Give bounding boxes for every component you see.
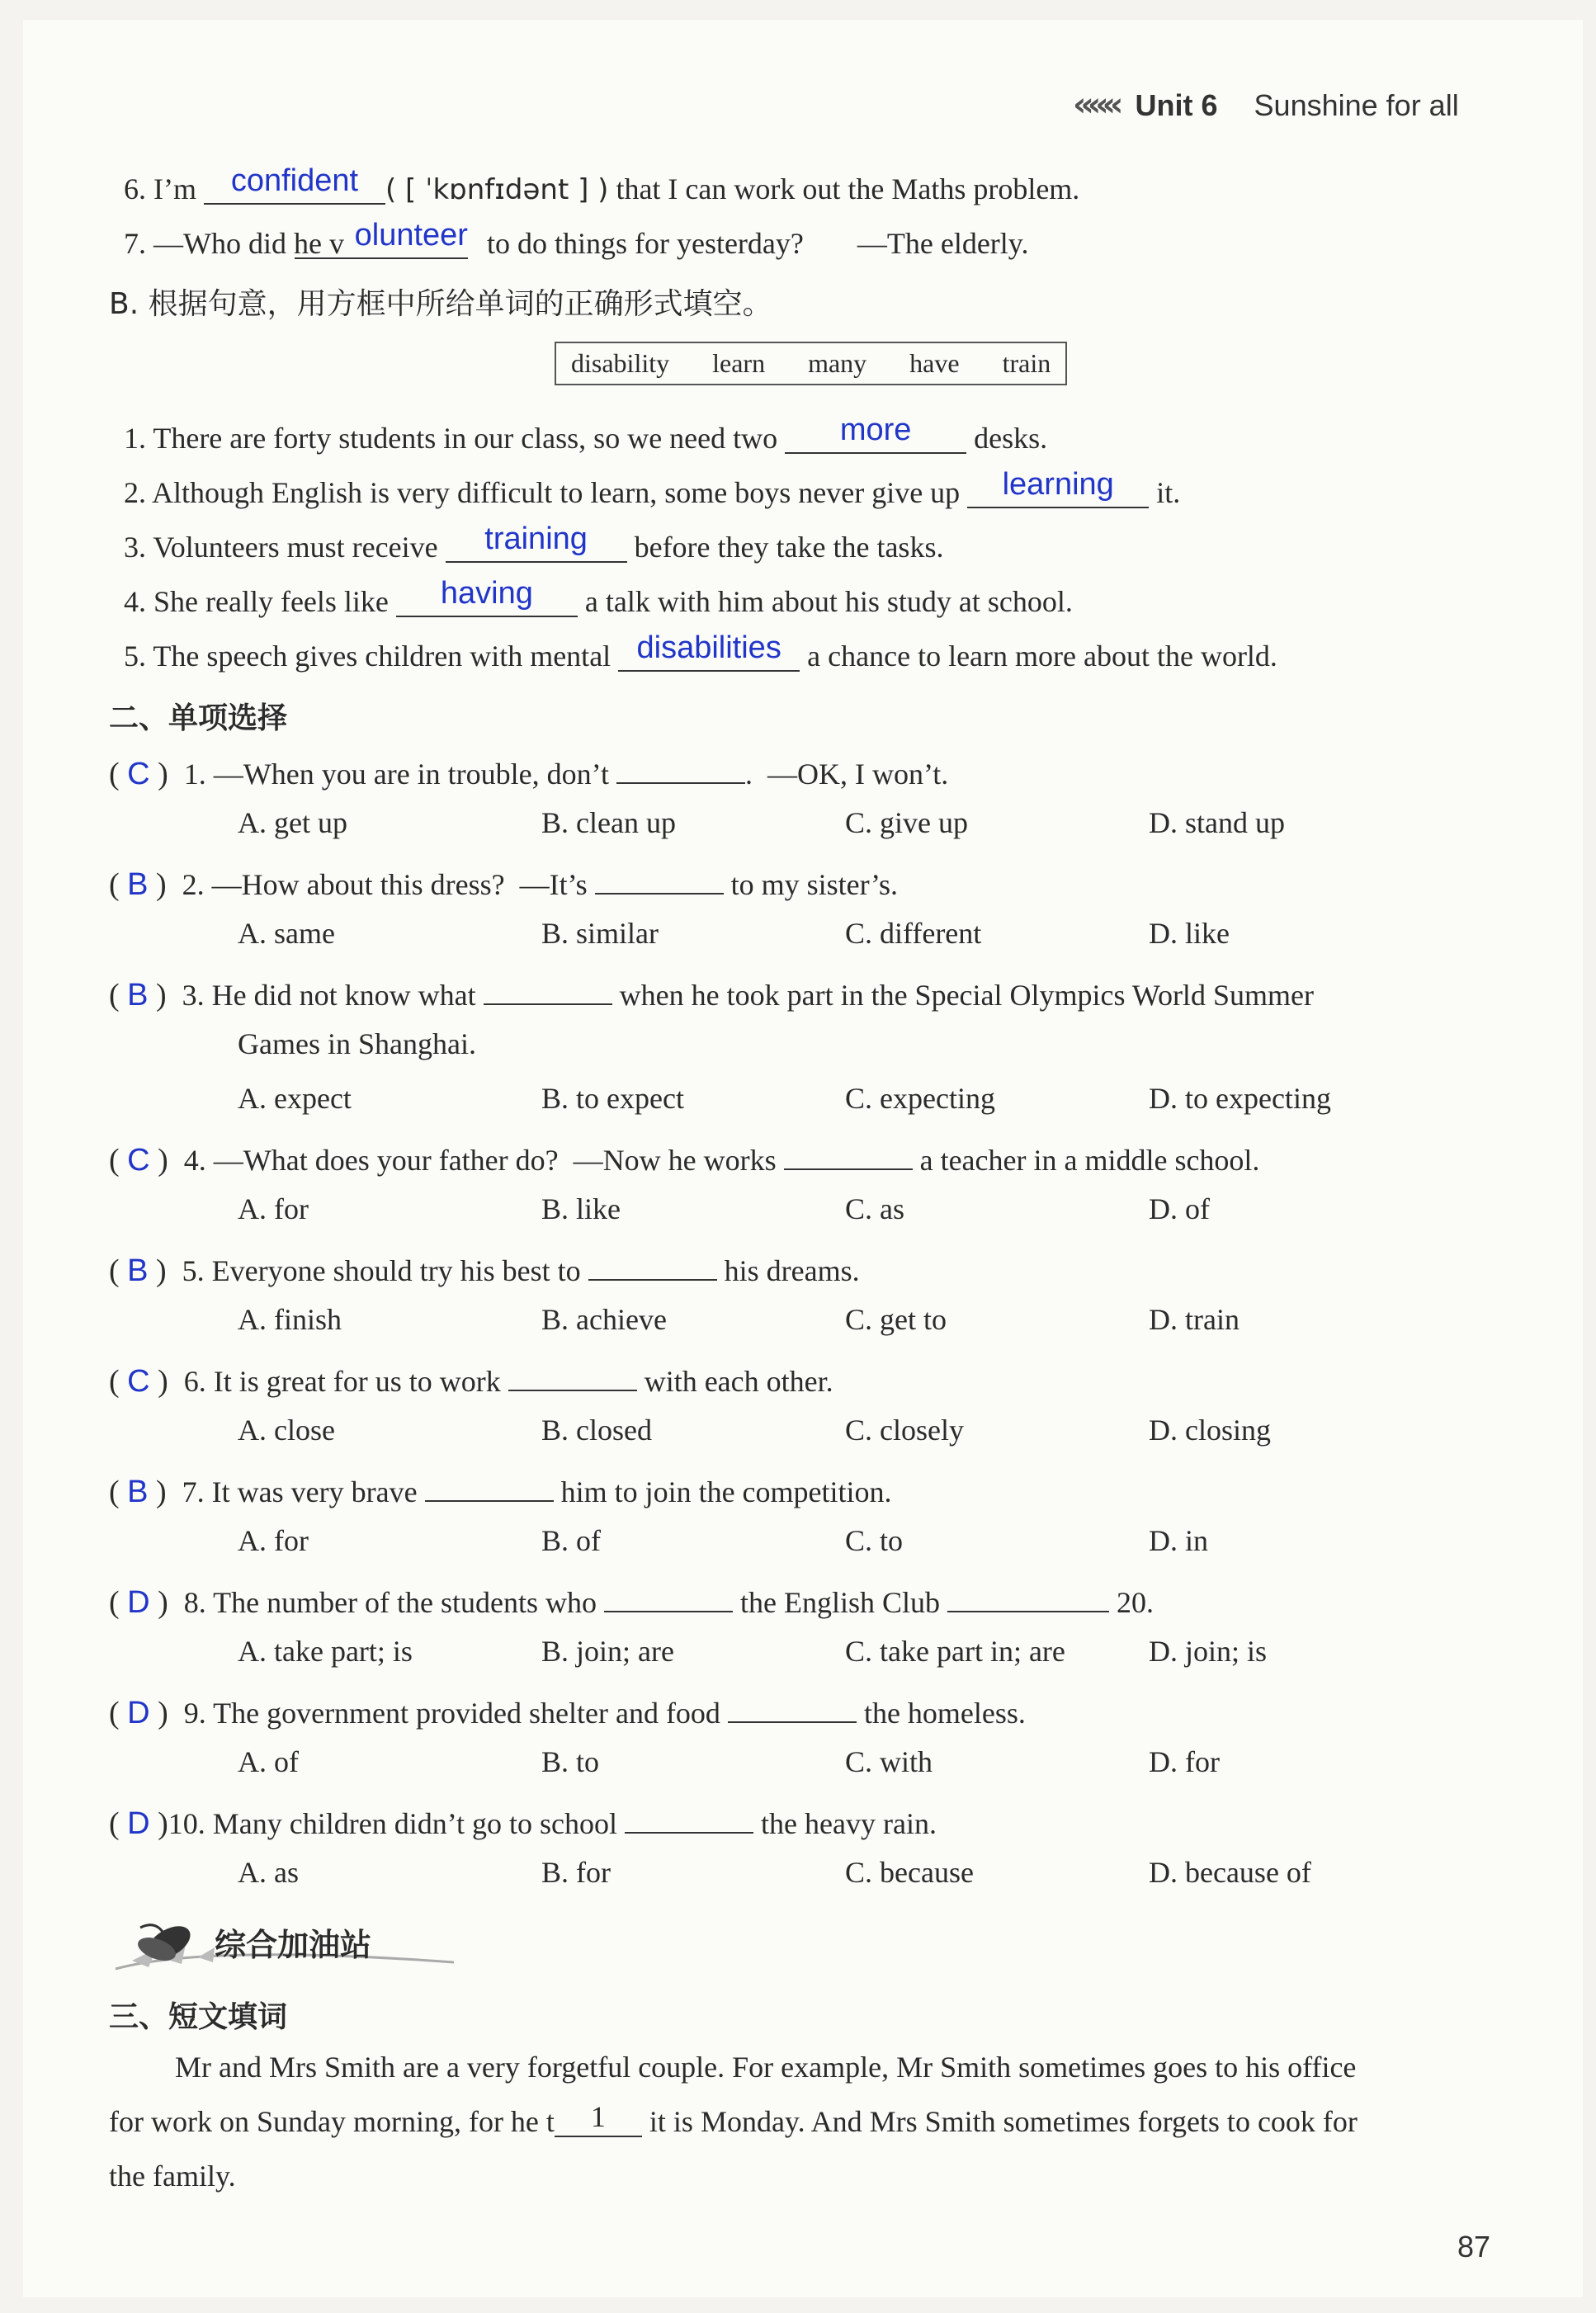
option-b: B. join; are (541, 1635, 674, 1668)
mc-answer: C (127, 757, 150, 791)
part-b-item-2: 2. Although English is very difficult to learn, some boys never give up learning it. (124, 467, 1181, 509)
section2-title: 二、单项选择 (109, 701, 288, 735)
option-a: A. same (238, 917, 335, 950)
option-a: A. close (238, 1414, 335, 1447)
mc-answer: C (127, 1143, 150, 1178)
option-b: B. similar (541, 917, 659, 950)
part-a-q7: 7. —Who did he v olunteer to do things for yesterday? —The elderly. (124, 218, 1029, 260)
mc-answer: B (127, 867, 149, 902)
unit-title: Sunshine for all (1254, 88, 1459, 122)
option-b: B. for (541, 1856, 611, 1889)
option-c: C. different (845, 917, 982, 950)
mc-answer: D (127, 1585, 150, 1620)
option-b: B. of (541, 1524, 601, 1557)
part-b-title: B. 根据句意，用方框中所给单词的正确形式填空。 (109, 287, 772, 321)
answer-blank (625, 1799, 753, 1834)
part-b-item-3: 3. Volunteers must receive training before they take the tasks. (124, 522, 944, 564)
option-c: C. expecting (845, 1082, 995, 1115)
answer-blank (784, 1135, 913, 1170)
mc-question-1: ( C ) 1. —When you are in trouble, don’t . —OK, I won’t. (109, 749, 948, 793)
option-a: A. expect (238, 1082, 352, 1115)
option-b: B. achieve (541, 1303, 667, 1336)
answer-blank (728, 1688, 857, 1723)
answer-text: more (839, 413, 912, 447)
option-c: C. closely (845, 1414, 964, 1447)
option-c: C. get to (845, 1303, 947, 1336)
option-d: D. of (1149, 1192, 1210, 1225)
part-b-item-1: 1. There are forty students in our class, so we need two more desks. (124, 413, 1048, 455)
part-a-q6: 6. I’m confident ( [ ˈkɒnfɪdənt ] ) that I can work out the Maths problem. (124, 163, 1080, 206)
answer-text: confident (230, 163, 359, 198)
answer-blank (588, 1246, 717, 1281)
option-a: A. as (238, 1856, 299, 1889)
section3-title: 三、短文填词 (109, 2000, 288, 2034)
answer-blank (204, 163, 385, 205)
option-d: D. train (1149, 1303, 1239, 1336)
mc-question-10: ( D )10. Many children didn’t go to school the heavy rain. (109, 1799, 937, 1843)
mc-answer: C (127, 1364, 150, 1399)
option-a: A. take part; is (238, 1635, 413, 1668)
mc-question-2: ( B ) 2. —How about this dress? —It’s to my sister’s. (109, 860, 898, 904)
mc-answer: D (127, 1806, 150, 1841)
page-number: 87 (1457, 2230, 1491, 2263)
mc-answer: D (127, 1696, 150, 1730)
answer-blank (295, 218, 468, 259)
mc-question-3: ( B ) 3. He did not know what when he took part in the Special Olympics World Summer (109, 970, 1314, 1014)
passage-line-3: the family. (109, 2160, 236, 2193)
mc-question-8: ( D ) 8. The number of the students who the English Club 20. (109, 1578, 1154, 1621)
option-d: D. to expecting (1149, 1082, 1331, 1115)
option-d: D. like (1149, 917, 1230, 950)
option-c: C. with (845, 1745, 933, 1778)
mc-question-3-continued: Games in Shanghai. (238, 1027, 476, 1060)
mc-question-9: ( D ) 9. The government provided shelter and food the homeless. (109, 1688, 1026, 1732)
option-c: C. to (845, 1524, 904, 1557)
chevrons-icon: ««« (1073, 86, 1117, 124)
answer-blank (947, 1578, 1109, 1612)
answer-text: learning (1002, 467, 1114, 502)
option-a: A. of (238, 1745, 299, 1778)
option-c: C. as (845, 1192, 904, 1225)
option-b: B. to expect (541, 1082, 684, 1115)
passage-blank: 1 (555, 2103, 642, 2137)
option-b: B. to (541, 1745, 600, 1778)
option-c: C. take part in; are (845, 1635, 1065, 1668)
option-a: A. get up (238, 806, 347, 839)
option-d: D. join; is (1149, 1635, 1268, 1668)
mc-question-4: ( C ) 4. —What does your father do? —Now he works a teacher in a middle school. (109, 1135, 1259, 1179)
mc-question-7: ( B ) 7. It was very brave him to join the competition. (109, 1467, 892, 1511)
banner-title: 综合加油站 (215, 1927, 372, 1963)
answer-blank (785, 413, 966, 454)
section-banner (107, 1911, 462, 1977)
option-a: A. finish (238, 1303, 342, 1336)
option-d: D. closing (1149, 1414, 1271, 1447)
part-b-item-4: 4. She really feels like having a talk with him about his study at school. (124, 576, 1073, 618)
word-box: disability learn many have train (555, 342, 1067, 385)
phonetic: ( [ ˈkɒnfɪdənt ] ) (385, 173, 609, 206)
answer-blank (595, 860, 724, 895)
option-a: A. for (238, 1524, 309, 1557)
mc-question-5: ( B ) 5. Everyone should try his best to his dreams. (109, 1246, 860, 1290)
passage-line-2: for work on Sunday morning, for he t 1 it is Monday. And Mrs Smith sometimes forgets to cook for (109, 2100, 1358, 2138)
part-b-item-5: 5. The speech gives children with mental disabilities a chance to learn more about the world. (124, 630, 1277, 673)
option-a: A. for (238, 1192, 309, 1225)
option-c: C. because (845, 1856, 974, 1889)
option-d: D. stand up (1149, 806, 1285, 839)
option-d: D. because of (1149, 1856, 1311, 1889)
option-c: C. give up (845, 806, 968, 839)
answer-text: olunteer (354, 218, 468, 253)
answer-blank (396, 576, 578, 617)
mc-answer: B (127, 1253, 149, 1288)
option-d: D. for (1149, 1745, 1220, 1778)
unit-label: Unit 6 (1135, 88, 1218, 122)
option-b: B. closed (541, 1414, 652, 1447)
answer-blank (604, 1578, 733, 1612)
answer-text: having (440, 576, 533, 611)
answer-blank (618, 630, 800, 672)
answer-blank (967, 467, 1149, 508)
passage-line-1: Mr and Mrs Smith are a very forgetful couple. For example, Mr Smith sometimes goes to his office (175, 2051, 1357, 2084)
mc-question-6: ( C ) 6. It is great for us to work with each other. (109, 1357, 833, 1400)
unit-header (1073, 86, 1459, 124)
mc-answer: B (127, 978, 149, 1013)
option-b: B. like (541, 1192, 621, 1225)
answer-blank (484, 970, 612, 1005)
answer-blank (616, 749, 745, 784)
answer-blank (425, 1467, 554, 1502)
answer-text: disabilities (636, 630, 781, 665)
answer-blank (446, 522, 627, 563)
option-b: B. clean up (541, 806, 676, 839)
answer-blank (508, 1357, 637, 1391)
mc-answer: B (127, 1475, 149, 1509)
answer-text: training (484, 522, 588, 556)
option-d: D. in (1149, 1524, 1208, 1557)
